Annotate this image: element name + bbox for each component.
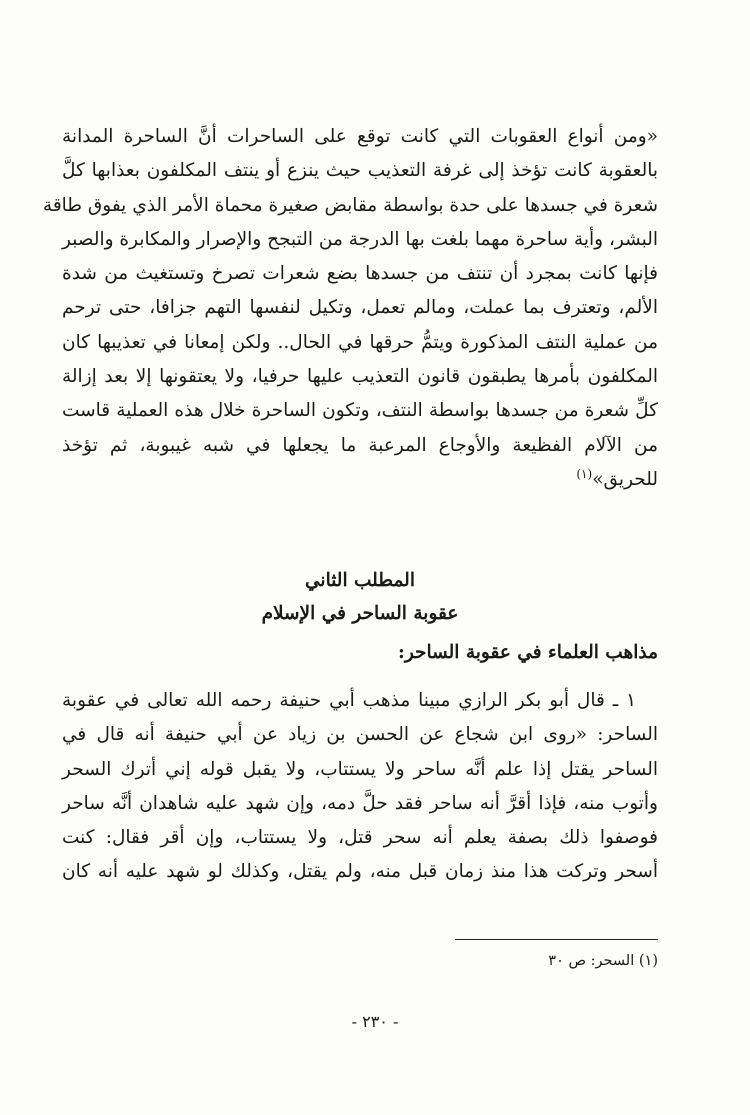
razi-paragraph: [62, 684, 658, 890]
quote-paragraph: [42, 120, 658, 497]
quote-end-text: للحريق»: [592, 468, 658, 490]
text-line: الألم، وتعترف بما عملت، ومالم تعمل، وتكيل لنفسها التهم جزافا، حتى ترحم: [62, 297, 658, 319]
text-line: فوصفوا ذلك بصفة يعلم أنه سحر قتل، ولا يستتاب، وإن أقر فقال: كنت: [62, 827, 658, 849]
text-line: «ومن أنواع العقوبات التي كانت توقع على الساحرات أنَّ الساحرة المدانة: [62, 126, 658, 147]
text-line: البشر، وأية ساحرة مهما بلغت بها الدرجة من التبجح والإصرار والمكابرة والصبر: [62, 228, 658, 250]
text-line: الساحر يقتل إذا علم أنَّه ساحر ولا يستتاب، ولا يقبل قوله إني أترك السحر: [62, 758, 658, 780]
text-line: كلِّ شعرة من جسدها بواسطة النتف، وتكون الساحرة خلال هذه العملية قاست: [62, 400, 658, 422]
text-line: أسحر وتركت هذا منذ زمان قبل منه، ولم يقتل، وكذلك لو شهد عليه أنه كان: [62, 861, 658, 883]
text-line: فإنها كانت بمجرد أن تنتف من جسدها بضع شعرات تصرخ وتستغيث من شدة: [62, 263, 658, 285]
section-subtitle: عقوبة الساحر في الإسلام: [261, 603, 459, 624]
section-title: المطلب الثاني: [305, 570, 415, 591]
text-line: من الآلام الفظيعة والأوجاع المرعبة ما يجعلها في شبه غيبوبة، ثم تؤخذ: [62, 434, 658, 456]
text-line: الساحر: «روى ابن شجاع عن الحسن بن زياد عن أبي حنيفة أنه قال في: [62, 724, 658, 746]
text-line: ١ ـ قال أبو بكر الرازي مبينا مذهب أبي حنيفة رحمه الله تعالى في عقوبة: [62, 690, 636, 711]
text-line: وأتوب منه، فإذا أقرَّ أنه ساحر فقد حلَّ دمه، وإن شهد عليه شاهدان أنَّه ساحر: [62, 792, 658, 814]
page-number: - ٢٣٠ -: [351, 1012, 399, 1031]
text-line: بالعقوبة كانت تؤخذ إلى غرفة التعذيب حيث ينزع أو ينتف المكلفون بعذابها كلَّ: [62, 160, 658, 182]
text-line: المكلفون بأمرها يطبقون قانون التعذيب عليها حرفيا، ولا يعتقونها إلا بعد إزالة: [62, 366, 658, 388]
footnote-reference: (١): [576, 466, 593, 481]
text-line-last: [62, 463, 658, 497]
text-line: شعرة في جسدها على حدة بواسطة مقابض صغيرة محماة الأمر الذي يفوق طاقة: [42, 194, 658, 216]
sub-heading: مذاهب العلماء في عقوبة الساحر:: [398, 642, 658, 663]
footnote: (١) السحر: ص ٣٠: [548, 953, 658, 969]
footnote-divider: [455, 939, 658, 940]
text-line: من عملية النتف المذكورة ويتمُّ حرقها في الحال.. ولكن إمعانا في تعذيبها كان: [62, 331, 658, 353]
